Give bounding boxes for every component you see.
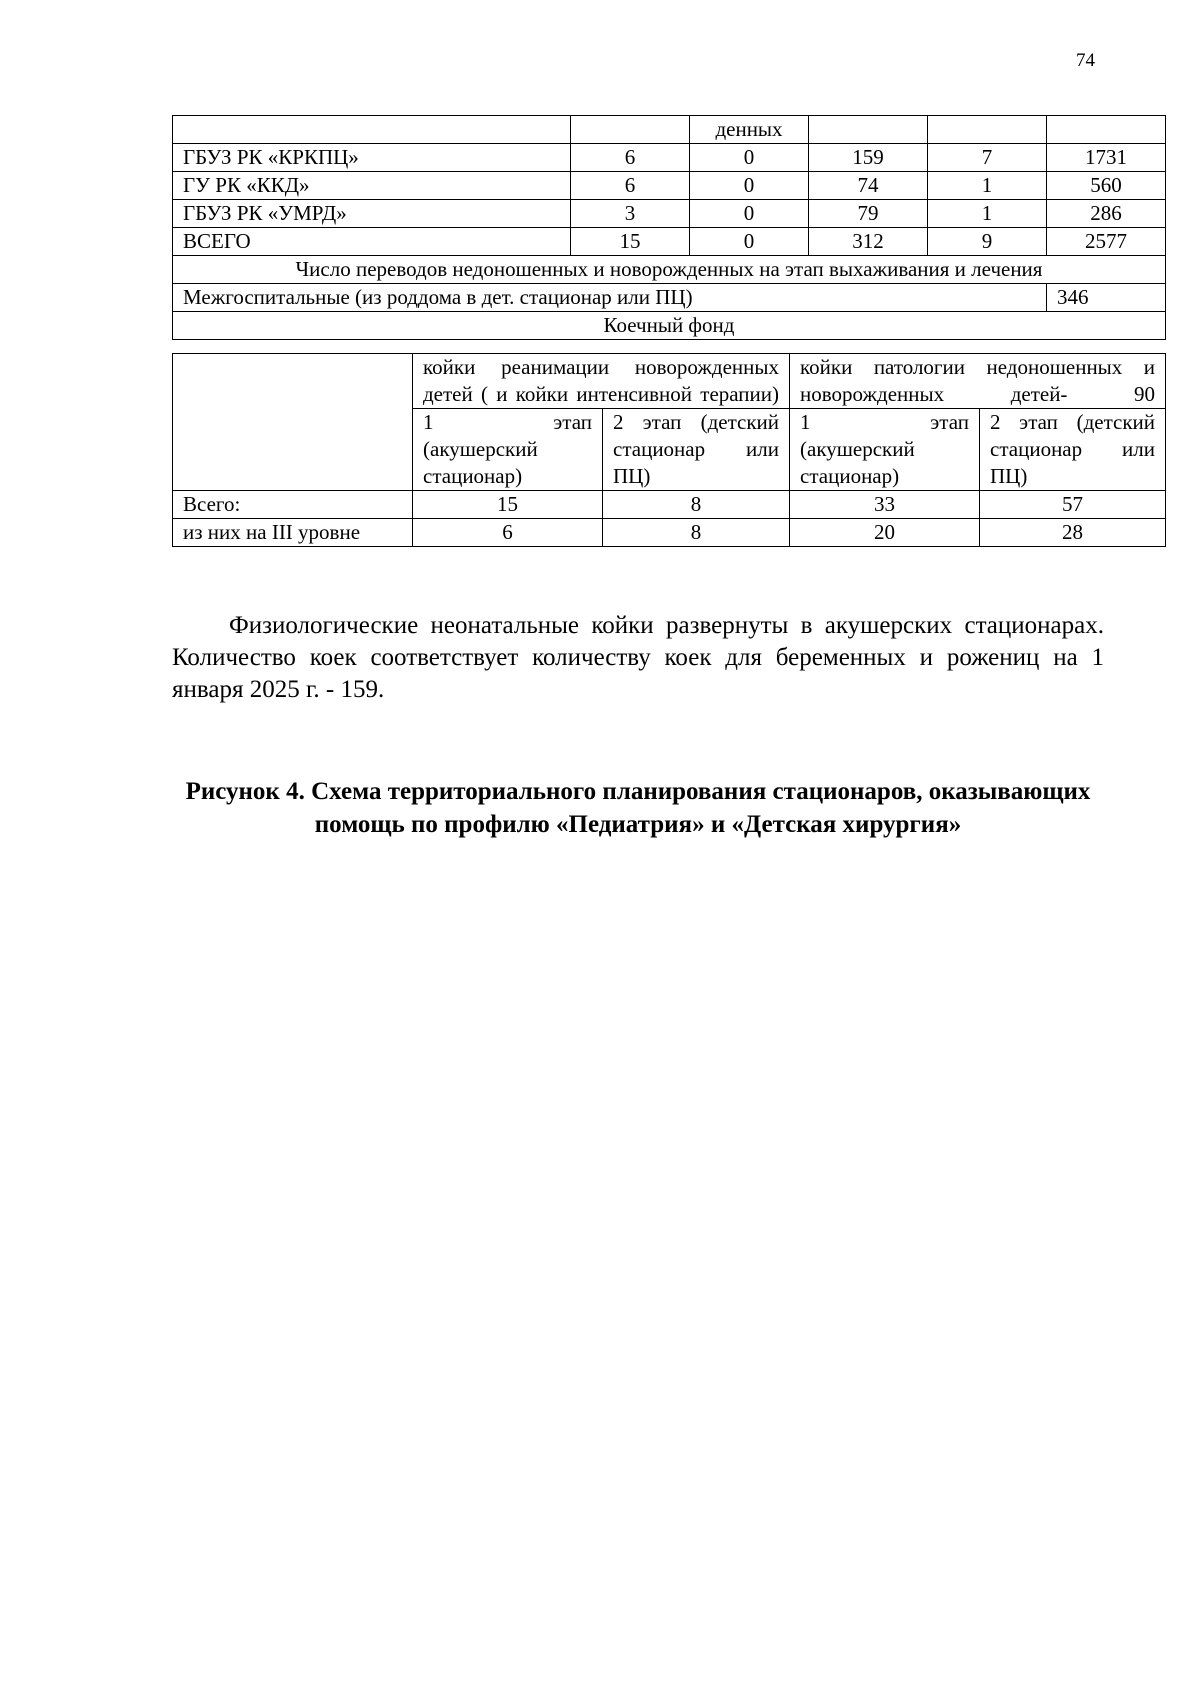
table-cell: 7	[928, 144, 1047, 172]
table-cell: 74	[809, 172, 928, 200]
transfers-title-row	[173, 256, 1166, 284]
table-cell: 1731	[1047, 144, 1166, 172]
transfers-value: 346	[1047, 284, 1166, 312]
table-cell: 6	[571, 172, 690, 200]
bed-fund-title-row	[173, 312, 1166, 340]
table-cell: 20	[790, 519, 980, 547]
body-paragraph	[172, 610, 1104, 706]
row-name: ГБУЗ РК «КРКПЦ»	[173, 144, 571, 172]
table-cell: 79	[809, 200, 928, 228]
table-cell: 6	[413, 519, 603, 547]
page-number: 74	[1076, 50, 1095, 71]
stage1-header: 1 этап (акушерский стационар)	[413, 409, 603, 491]
group-header-row	[173, 354, 1166, 409]
table-row	[173, 519, 1166, 547]
table-cell: 2577	[1047, 228, 1166, 256]
hospital-stats-table	[172, 115, 1166, 340]
table-cell: 0	[690, 200, 809, 228]
table-cell: 8	[603, 491, 790, 519]
table-cell: 1	[928, 172, 1047, 200]
table-cell	[173, 116, 571, 144]
table-cell: 28	[980, 519, 1166, 547]
row-name: Всего:	[173, 491, 413, 519]
row-name: из них на III уровне	[173, 519, 413, 547]
table-cell	[173, 354, 413, 491]
stage1-header: 1 этап (акушерский стационар)	[790, 409, 980, 491]
transfers-title: Число переводов недоношенных и новорожденных на этап выхаживания и лечения	[173, 256, 1166, 284]
table-cell: 15	[571, 228, 690, 256]
table-cell: 0	[690, 144, 809, 172]
table-cell: 6	[571, 144, 690, 172]
row-name: ГБУЗ РК «УМРД»	[173, 200, 571, 228]
table-cell: 312	[809, 228, 928, 256]
table-row	[173, 172, 1166, 200]
transfers-label: Межгоспитальные (из роддома в дет. стационар или ПЦ)	[173, 284, 1047, 312]
pathology-beds-header: койки патологии недоношенных и новорожденных детей- 90	[790, 354, 1166, 409]
table-cell	[1047, 116, 1166, 144]
table-row-total	[173, 228, 1166, 256]
table-row	[173, 200, 1166, 228]
bed-fund-title: Коечный фонд	[173, 312, 1166, 340]
row-name: ГУ РК «ККД»	[173, 172, 571, 200]
table-cell: 159	[809, 144, 928, 172]
bed-fund-table	[172, 353, 1166, 547]
table-cell: 8	[603, 519, 790, 547]
stage2-header: 2 этап (детский стационар или ПЦ)	[980, 409, 1166, 491]
table-cell	[928, 116, 1047, 144]
table-header-row	[173, 116, 1166, 144]
table-cell: 15	[413, 491, 603, 519]
table-cell: 3	[571, 200, 690, 228]
stage2-header: 2 этап (детский стационар или ПЦ)	[603, 409, 790, 491]
table-cell: 9	[928, 228, 1047, 256]
figure-caption: Рисунок 4. Схема территориального планирования стационаров, оказывающих помощь по профилю «Педиатрия» и «Детская хирургия»	[185, 778, 1091, 838]
table-cell: 286	[1047, 200, 1166, 228]
table-cell: 560	[1047, 172, 1166, 200]
table-cell	[809, 116, 928, 144]
table-cell	[571, 116, 690, 144]
table-cell: 33	[790, 491, 980, 519]
transfers-row	[173, 284, 1166, 312]
table-row	[173, 491, 1166, 519]
paragraph-text: Физиологические неонатальные койки развернуты в акушерских стационарах. Количество коек соответствует количеству коек для беременных и рожениц на 1 января 2025 г. - 159.	[172, 612, 1104, 703]
table-row	[173, 144, 1166, 172]
table-cell: 0	[690, 228, 809, 256]
header-cell: денных	[690, 116, 809, 144]
table-cell: 1	[928, 200, 1047, 228]
row-name: ВСЕГО	[173, 228, 571, 256]
reanimation-beds-header: койки реанимации новорожденных детей ( и койки интенсивной терапии)	[413, 354, 790, 409]
table-cell: 0	[690, 172, 809, 200]
table-cell: 57	[980, 491, 1166, 519]
